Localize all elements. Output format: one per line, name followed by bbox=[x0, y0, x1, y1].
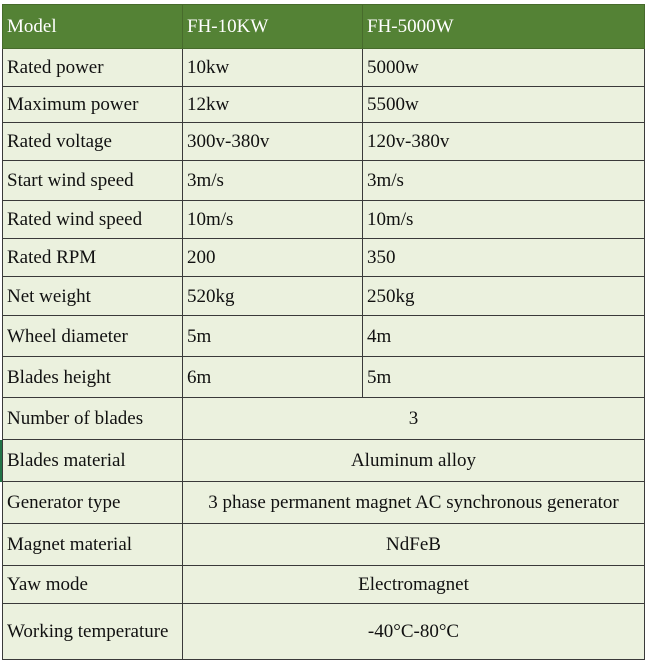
value-cell[interactable]: 350 bbox=[363, 239, 645, 277]
row-label-cell[interactable]: Rated voltage bbox=[3, 123, 183, 161]
value-cell[interactable]: 250kg bbox=[363, 277, 645, 316]
header-model-cell[interactable]: FH-5000W bbox=[363, 5, 645, 49]
table-row bbox=[3, 482, 645, 524]
value-cell[interactable]: 6m bbox=[183, 357, 363, 398]
value-cell[interactable]: 10m/s bbox=[183, 201, 363, 239]
table-row bbox=[3, 239, 645, 277]
row-label-cell[interactable]: Rated wind speed bbox=[3, 201, 183, 239]
table-row bbox=[3, 524, 645, 566]
row-label-cell[interactable]: Blades material bbox=[3, 440, 183, 482]
table-row bbox=[3, 161, 645, 201]
value-cell[interactable]: 520kg bbox=[183, 277, 363, 316]
row-label-cell[interactable]: Net weight bbox=[3, 277, 183, 316]
table-row bbox=[3, 201, 645, 239]
row-label-cell[interactable]: Rated RPM bbox=[3, 239, 183, 277]
value-cell[interactable]: 3m/s bbox=[183, 161, 363, 201]
table-row bbox=[3, 123, 645, 161]
merged-value-cell[interactable]: -40°C-80°C bbox=[183, 604, 645, 660]
merged-value-cell[interactable]: 3 phase permanent magnet AC synchronous generator bbox=[183, 482, 645, 524]
row-label-cell[interactable]: Blades height bbox=[3, 357, 183, 398]
table-row bbox=[3, 604, 645, 660]
table-row bbox=[3, 440, 645, 482]
value-cell[interactable]: 5500w bbox=[363, 87, 645, 123]
row-label-cell[interactable]: Number of blades bbox=[3, 398, 183, 440]
spec-table bbox=[2, 4, 645, 660]
value-cell[interactable]: 5000w bbox=[363, 49, 645, 87]
value-cell[interactable]: 4m bbox=[363, 316, 645, 357]
row-label-cell[interactable]: Magnet material bbox=[3, 524, 183, 566]
row-label-cell[interactable]: Wheel diameter bbox=[3, 316, 183, 357]
value-cell[interactable]: 10m/s bbox=[363, 201, 645, 239]
table-row bbox=[3, 398, 645, 440]
table-row bbox=[3, 357, 645, 398]
row-label-cell[interactable]: Working temperature bbox=[3, 604, 183, 660]
row-label-cell[interactable]: Maximum power bbox=[3, 87, 183, 123]
value-cell[interactable]: 300v-380v bbox=[183, 123, 363, 161]
value-cell[interactable]: 3m/s bbox=[363, 161, 645, 201]
header-label-cell[interactable]: Model bbox=[3, 5, 183, 49]
table-row bbox=[3, 49, 645, 87]
header-model-cell[interactable]: FH-10KW bbox=[183, 5, 363, 49]
table-row bbox=[3, 277, 645, 316]
value-cell[interactable]: 200 bbox=[183, 239, 363, 277]
selection-indicator bbox=[0, 440, 2, 482]
merged-value-cell[interactable]: Electromagnet bbox=[183, 566, 645, 604]
table-row bbox=[3, 566, 645, 604]
merged-value-cell[interactable]: NdFeB bbox=[183, 524, 645, 566]
merged-value-cell[interactable]: Aluminum alloy bbox=[183, 440, 645, 482]
value-cell[interactable]: 5m bbox=[363, 357, 645, 398]
value-cell[interactable]: 12kw bbox=[183, 87, 363, 123]
table-row bbox=[3, 316, 645, 357]
value-cell[interactable]: 5m bbox=[183, 316, 363, 357]
row-label-cell[interactable]: Rated power bbox=[3, 49, 183, 87]
row-label-cell[interactable]: Generator type bbox=[3, 482, 183, 524]
merged-value-cell[interactable]: 3 bbox=[183, 398, 645, 440]
value-cell[interactable]: 10kw bbox=[183, 49, 363, 87]
value-cell[interactable]: 120v-380v bbox=[363, 123, 645, 161]
row-label-cell[interactable]: Yaw mode bbox=[3, 566, 183, 604]
table-row bbox=[3, 87, 645, 123]
header-row bbox=[3, 5, 645, 49]
row-label-cell[interactable]: Start wind speed bbox=[3, 161, 183, 201]
